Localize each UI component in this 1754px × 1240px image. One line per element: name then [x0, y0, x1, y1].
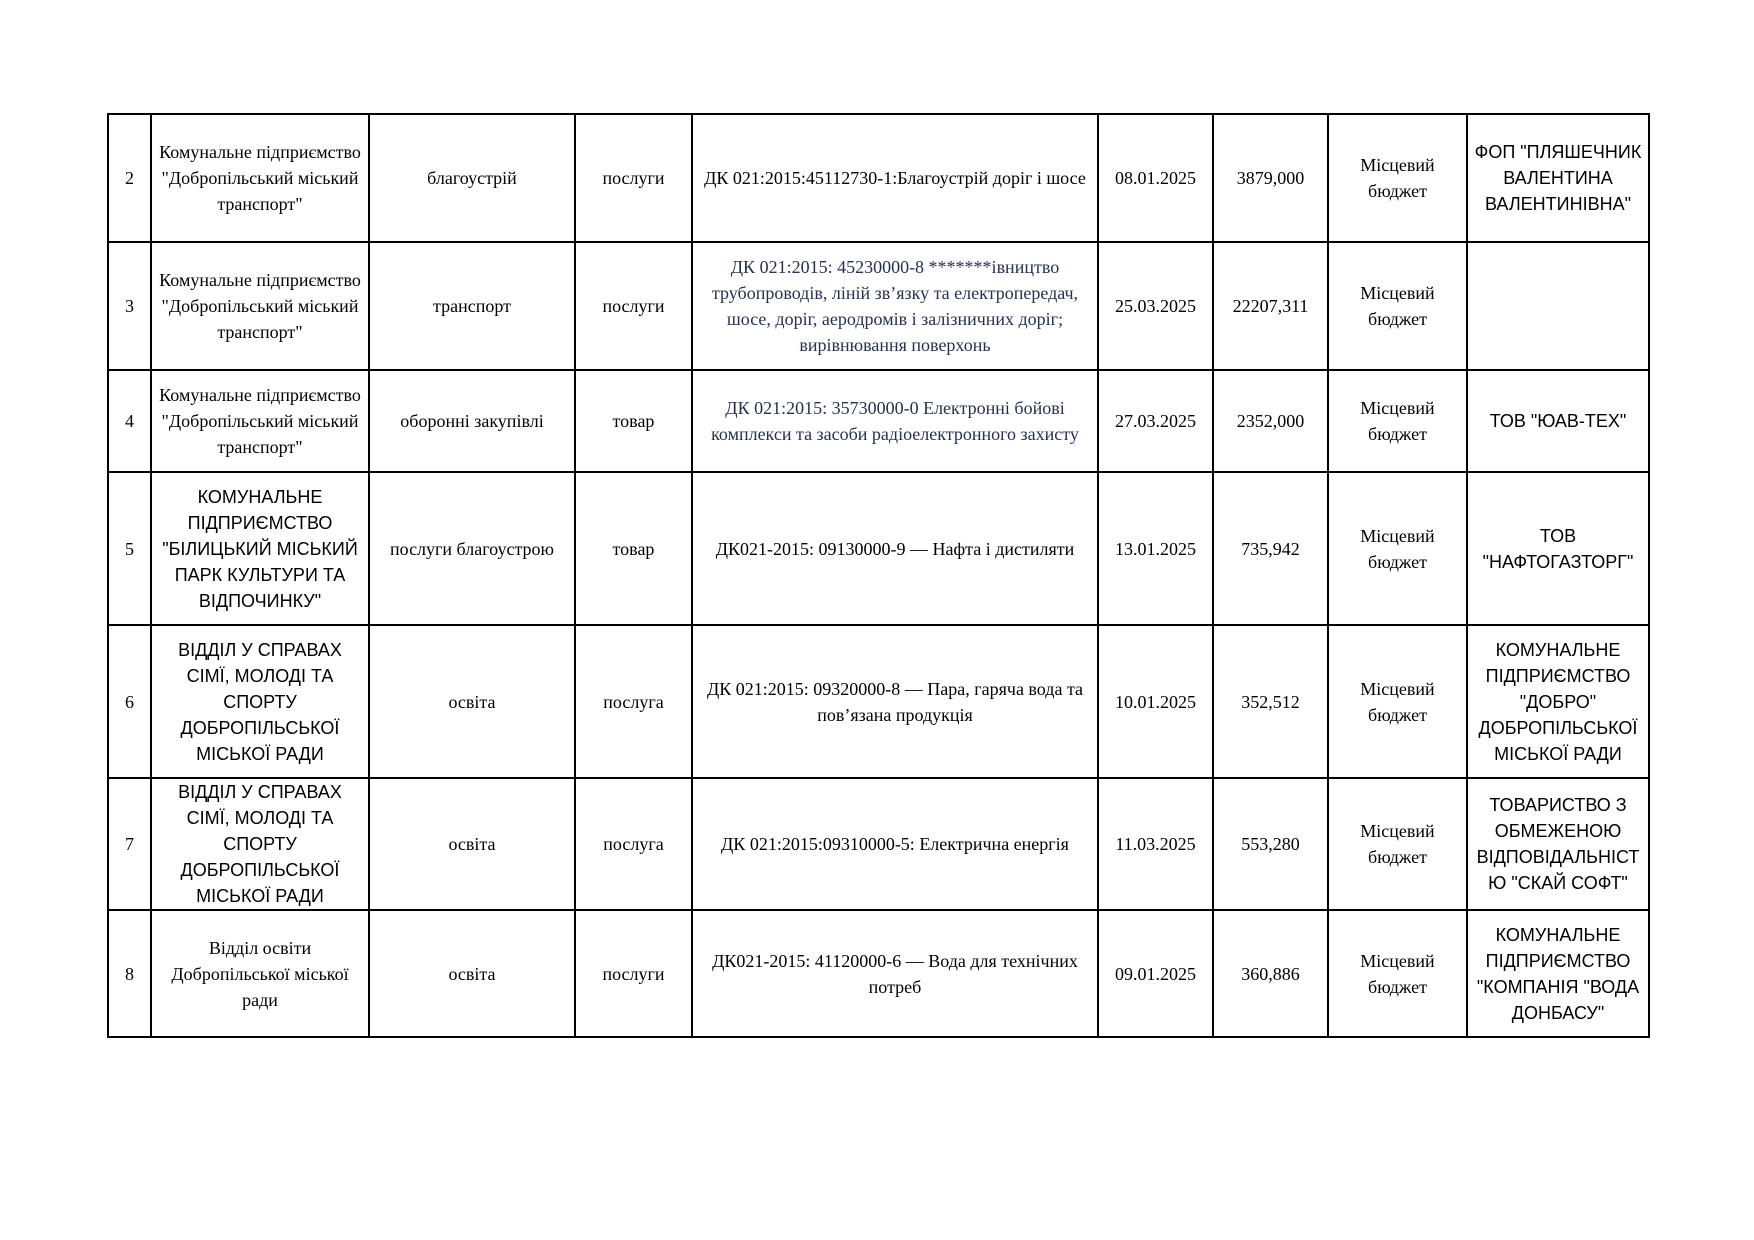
table-row — [108, 114, 1649, 242]
dk-code-cell: ДК 021:2015: 35730000-0 Електронні бойові комплекси та засоби радіоелектронного захисту — [692, 370, 1098, 472]
procurement-type-cell: товар — [575, 370, 692, 472]
table-row — [108, 370, 1649, 472]
amount-cell: 553,280 — [1213, 778, 1328, 910]
winner-cell: ФОП "ПЛЯШЕЧНИК ВАЛЕНТИНА ВАЛЕНТИНІВНА" — [1467, 114, 1649, 242]
date-cell: 27.03.2025 — [1098, 370, 1213, 472]
date-cell: 13.01.2025 — [1098, 472, 1213, 625]
row-number: 3 — [108, 242, 151, 370]
area-cell: послуги благоустрою — [369, 472, 575, 625]
table-row — [108, 625, 1649, 778]
date-cell: 09.01.2025 — [1098, 910, 1213, 1037]
date-cell: 10.01.2025 — [1098, 625, 1213, 778]
procurement-type-cell: товар — [575, 472, 692, 625]
customer-cell: Комунальне підприємство "Добропільський міський транспорт" — [151, 242, 369, 370]
customer-cell: Комунальне підприємство "Добропільський міський транспорт" — [151, 370, 369, 472]
procurement-type-cell: послуга — [575, 625, 692, 778]
funding-source-cell: Місцевий бюджет — [1328, 114, 1467, 242]
procurement-type-cell: послуги — [575, 242, 692, 370]
winner-cell — [1467, 242, 1649, 370]
amount-cell: 735,942 — [1213, 472, 1328, 625]
funding-source-cell: Місцевий бюджет — [1328, 370, 1467, 472]
area-cell: освіта — [369, 778, 575, 910]
winner-cell: ТОВ "НАФТОГАЗТОРГ" — [1467, 472, 1649, 625]
dk-code-cell: ДК 021:2015: 09320000-8 — Пара, гаряча вода та пов’язана продукція — [692, 625, 1098, 778]
row-number: 6 — [108, 625, 151, 778]
funding-source-cell: Місцевий бюджет — [1328, 242, 1467, 370]
customer-cell: Відділ освіти Добропільської міської ради — [151, 910, 369, 1037]
procurement-type-cell: послуги — [575, 910, 692, 1037]
dk-code-cell: ДК 021:2015:09310000-5: Електрична енергія — [692, 778, 1098, 910]
table-row — [108, 778, 1649, 910]
date-cell: 25.03.2025 — [1098, 242, 1213, 370]
funding-source-cell: Місцевий бюджет — [1328, 778, 1467, 910]
area-cell: освіта — [369, 910, 575, 1037]
dk-code-cell: ДК021-2015: 41120000-6 — Вода для технічних потреб — [692, 910, 1098, 1037]
funding-source-cell: Місцевий бюджет — [1328, 472, 1467, 625]
procurement-table — [107, 113, 1650, 1038]
area-cell: благоустрій — [369, 114, 575, 242]
table-row — [108, 242, 1649, 370]
customer-cell: Комунальне підприємство "Добропільський міський транспорт" — [151, 114, 369, 242]
amount-cell: 3879,000 — [1213, 114, 1328, 242]
procurement-type-cell: послуги — [575, 114, 692, 242]
dk-code-cell: ДК021-2015: 09130000-9 — Нафта і дистиляти — [692, 472, 1098, 625]
amount-cell: 2352,000 — [1213, 370, 1328, 472]
date-cell: 08.01.2025 — [1098, 114, 1213, 242]
winner-cell: ТОВ "ЮАВ-ТЕХ" — [1467, 370, 1649, 472]
amount-cell: 360,886 — [1213, 910, 1328, 1037]
table-row — [108, 910, 1649, 1037]
funding-source-cell: Місцевий бюджет — [1328, 910, 1467, 1037]
procurement-type-cell: послуга — [575, 778, 692, 910]
row-number: 5 — [108, 472, 151, 625]
row-number: 2 — [108, 114, 151, 242]
row-number: 4 — [108, 370, 151, 472]
amount-cell: 352,512 — [1213, 625, 1328, 778]
dk-code-cell: ДК 021:2015:45112730-1:Благоустрій доріг і шосе — [692, 114, 1098, 242]
customer-cell: ВІДДІЛ У СПРАВАХ СІМЇ, МОЛОДІ ТА СПОРТУ ДОБРОПІЛЬСЬКОЇ МІСЬКОЇ РАДИ — [151, 625, 369, 778]
customer-cell: ВІДДІЛ У СПРАВАХ СІМЇ, МОЛОДІ ТА СПОРТУ ДОБРОПІЛЬСЬКОЇ МІСЬКОЇ РАДИ — [151, 778, 369, 910]
customer-cell: КОМУНАЛЬНЕ ПІДПРИЄМСТВО "БІЛИЦЬКИЙ МІСЬКИЙ ПАРК КУЛЬТУРИ ТА ВІДПОЧИНКУ" — [151, 472, 369, 625]
funding-source-cell: Місцевий бюджет — [1328, 625, 1467, 778]
winner-cell: ТОВАРИСТВО З ОБМЕЖЕНОЮ ВІДПОВІДАЛЬНІСТЮ "СКАЙ СОФТ" — [1467, 778, 1649, 910]
row-number: 7 — [108, 778, 151, 910]
winner-cell: КОМУНАЛЬНЕ ПІДПРИЄМСТВО "КОМПАНІЯ "ВОДА ДОНБАСУ" — [1467, 910, 1649, 1037]
row-number: 8 — [108, 910, 151, 1037]
area-cell: освіта — [369, 625, 575, 778]
date-cell: 11.03.2025 — [1098, 778, 1213, 910]
area-cell: оборонні закупівлі — [369, 370, 575, 472]
dk-code-cell: ДК 021:2015: 45230000-8 *******івництво трубопроводів, ліній зв’язку та електропередач, шосе, доріг, аеродромів і залізничних доріг; вирівнювання поверхонь — [692, 242, 1098, 370]
table-row — [108, 472, 1649, 625]
amount-cell: 22207,311 — [1213, 242, 1328, 370]
area-cell: транспорт — [369, 242, 575, 370]
winner-cell: КОМУНАЛЬНЕ ПІДПРИЄМСТВО "ДОБРО" ДОБРОПІЛЬСЬКОЇ МІСЬКОЇ РАДИ — [1467, 625, 1649, 778]
